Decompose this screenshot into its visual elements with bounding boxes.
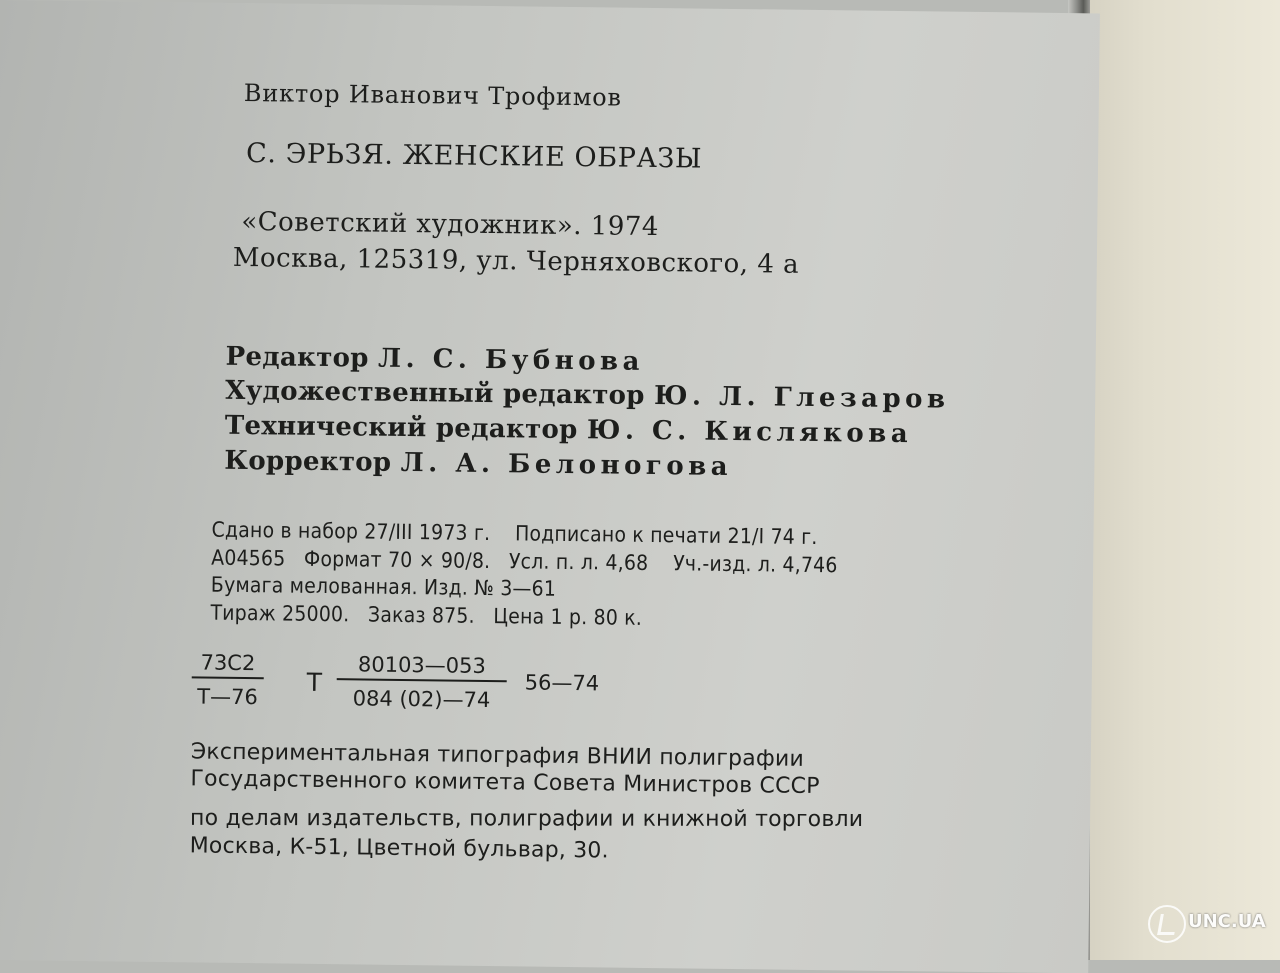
facing-page: [1088, 0, 1280, 960]
fraction-numerator: 80103—053: [337, 652, 507, 682]
tech-line-paper: Бумага мелованная. Изд. № 3—61: [210, 572, 557, 601]
staff-name: Ю. С. Кислякова: [586, 415, 913, 450]
staff-line-art-editor: [225, 376, 950, 415]
staff-role: Корректор: [224, 445, 392, 478]
printer-line: Экспериментальная типография ВНИИ полиграфии: [190, 739, 805, 772]
staff-role: Художественный редактор: [225, 375, 645, 411]
printer-address-line: Москва, К-51, Цветной бульвар, 30.: [189, 833, 609, 864]
publisher-line: «Советский художник». 1974: [241, 206, 660, 243]
tech-line-dates: Сдано в набор 27/III 1973 г. Подписано к печати 21/I 74 г.: [211, 517, 818, 550]
staff-role: Редактор: [225, 341, 369, 374]
staff-name: Ю. Л. Глезаров: [653, 381, 950, 415]
book-title: С. ЭРЬЗЯ. ЖЕНСКИЕ ОБРАЗЫ: [245, 138, 703, 175]
fraction-numerator: 73С2: [192, 650, 264, 679]
staff-role: Технический редактор: [224, 410, 578, 446]
printer-line: по делам издательств, полиграфии и книжной торговли: [190, 805, 864, 833]
fraction-denominator: 084 (02)—74: [352, 686, 491, 713]
tech-line-format: А04565 Формат 70 × 90/8. Усл. п. л. 4,68 Уч.-изд. л. 4,746: [211, 545, 838, 578]
classification-letter: Т: [306, 667, 323, 697]
fraction-denominator: Т—76: [197, 684, 258, 710]
staff-name: Л. А. Белоногова: [400, 447, 733, 482]
watermark-logo: [1148, 905, 1268, 945]
tech-line-print-run: Тираж 25000. Заказ 875. Цена 1 р. 80 к.: [210, 600, 643, 630]
staff-name: Л. С. Бубнова: [377, 343, 645, 377]
staff-line-proofreader: [224, 446, 732, 482]
staff-line-tech-editor: [225, 411, 913, 449]
classification-suffix: 56—74: [524, 670, 600, 696]
publisher-address: Москва, 125319, ул. Черняховского, 4 а: [232, 242, 800, 280]
printer-line: Государственного комитета Совета Министров СССР: [190, 766, 820, 800]
classification-fraction-right: [336, 652, 507, 712]
staff-line-editor: [225, 342, 644, 377]
watermark-emblem-icon: [1148, 905, 1186, 943]
watermark-text: UNC.UA: [1188, 911, 1266, 932]
classification-fraction-left: [191, 650, 264, 709]
author-name: Виктор Иванович Трофимов: [243, 78, 623, 112]
